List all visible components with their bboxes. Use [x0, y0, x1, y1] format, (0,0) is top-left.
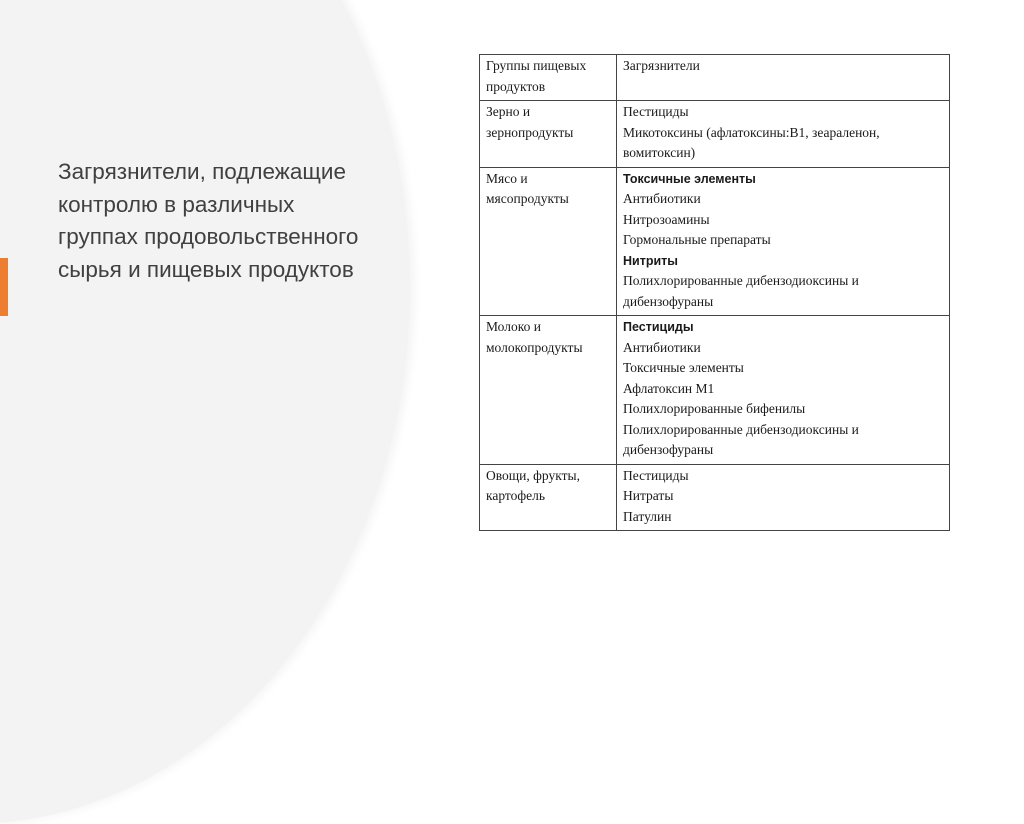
table-row — [480, 101, 950, 168]
contaminant-item: Афлатоксин M1 — [623, 380, 715, 396]
food-group-cell: Мясо и мясопродукты — [480, 167, 617, 316]
contaminant-item: Патулин — [623, 508, 672, 524]
title-background-panel — [0, 0, 410, 824]
contaminant-item: Полихлорированные бифенилы — [623, 401, 806, 416]
contaminants-cell — [617, 101, 950, 168]
contaminant-item: Нитриты — [623, 253, 678, 268]
accent-bar — [0, 258, 8, 316]
table-row — [480, 464, 950, 531]
contaminant-item: Антибиотики — [623, 339, 701, 355]
contaminant-item: Токсичные элементы — [623, 360, 744, 375]
contaminants-cell — [617, 167, 950, 316]
contaminants-cell — [617, 464, 950, 531]
contaminant-item: Токсичные элементы — [623, 171, 756, 186]
contaminant-item: Полихлорированные дибензодиоксины и дибензофураны — [623, 421, 859, 457]
table-row — [480, 316, 950, 465]
table-header-row — [480, 55, 950, 101]
contaminant-item: Нитрозоамины — [623, 211, 710, 227]
header-contaminants: Загрязнители — [617, 55, 950, 101]
contaminant-item: Пестициды — [623, 467, 689, 483]
slide-title: Загрязнители, подлежащие контролю в различных группах продовольственного сырья и пищевых продуктов — [58, 159, 359, 282]
contaminants-table — [479, 54, 950, 531]
contaminant-item: Полихлорированные дибензодиоксины и дибензофураны — [623, 273, 859, 309]
contaminant-item: Гормональные препараты — [623, 232, 771, 247]
contaminant-item: Микотоксины (афлатоксины:B1, зеараленон, вомитоксин) — [623, 124, 880, 160]
contaminant-item: Нитраты — [623, 488, 674, 503]
food-group-cell: Овощи, фрукты, картофель — [480, 464, 617, 531]
header-food-groups: Группы пищевых продуктов — [480, 55, 617, 101]
table-row — [480, 167, 950, 316]
contaminant-item: Пестициды — [623, 104, 689, 119]
contaminants-cell — [617, 316, 950, 465]
contaminant-item: Пестициды — [623, 320, 694, 334]
food-group-cell: Молоко и молокопродукты — [480, 316, 617, 465]
contaminant-item: Антибиотики — [623, 191, 701, 206]
food-group-cell: Зерно и зернопродукты — [480, 101, 617, 168]
